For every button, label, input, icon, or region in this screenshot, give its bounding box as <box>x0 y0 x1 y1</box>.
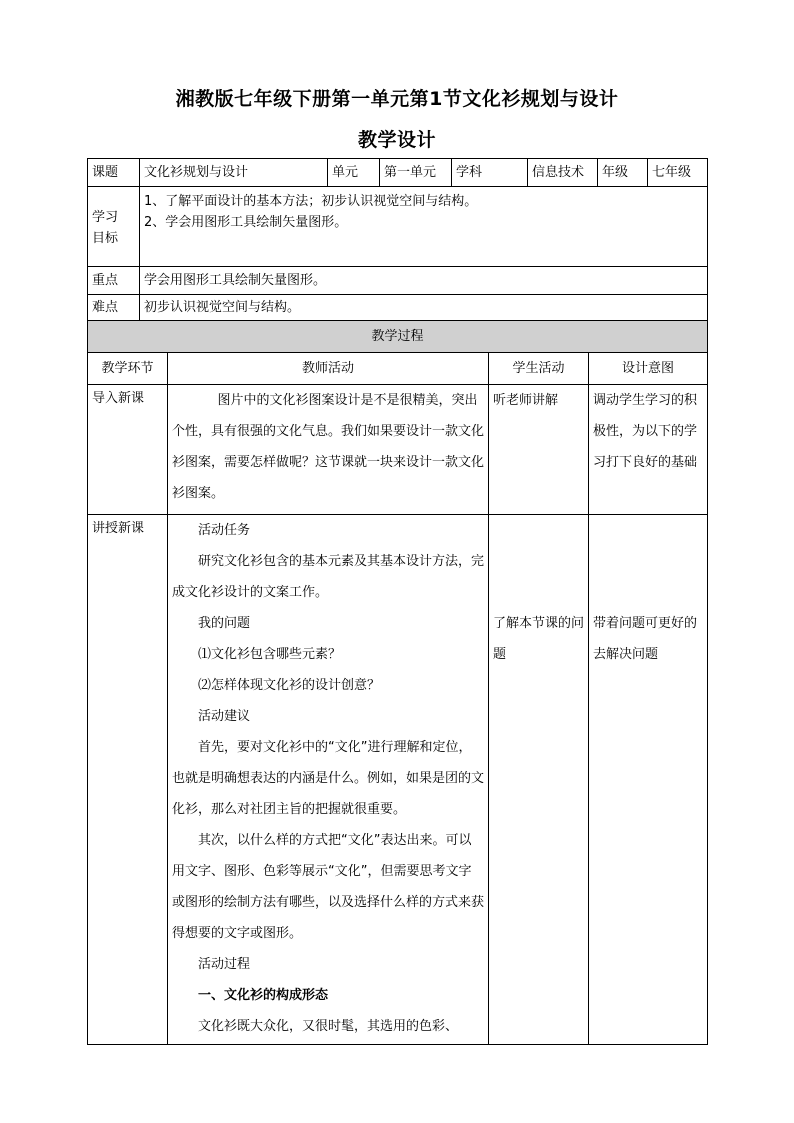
teacher-lecture-suggestion-2: 其次，以什么样的方式把“文化”表达出来。可以用文字、图形、色彩等展示“文化”，但需要思考文字或图形的绘制方法有哪些，以及选择什么样的方式来获得想要的文字或图形。 <box>172 833 485 941</box>
goal-label-line-2: 目标 <box>92 231 119 246</box>
teacher-lecture-section-title: 一、文化衫的构成形态 <box>198 988 329 1003</box>
column-header-stage: 教学环节 <box>88 353 168 385</box>
column-header-student: 学生活动 <box>489 353 589 385</box>
teacher-lecture-suggestion-1: 首先，要对文化衫中的“文化”进行理解和定位，也就是明确想表达的内涵是什么。例如，如果是团的文化衫，那么对社团主旨的把握就很重要。 <box>172 740 485 817</box>
key-label: 重点 <box>88 267 140 295</box>
intent-cell-intro: 调动学生学习的积极性，为以下的学习打下良好的基础 <box>589 385 708 515</box>
teacher-lecture-heading-questions: 我的问题 <box>198 616 251 631</box>
difficulty-value: 初步认识视觉空间与结构。 <box>140 295 708 321</box>
teacher-intro-text: 图片中的文化衫图案设计是不是很精美，突出个性，具有很强的文化气息。我们如果要设计一款文化衫图案，需要怎样做呢？这节课就一块来设计一款文化衫图案。 <box>172 393 485 501</box>
teacher-lecture-heading-suggestions: 活动建议 <box>198 709 251 724</box>
teacher-cell-intro <box>168 385 489 515</box>
teacher-cell-lecture <box>168 515 489 1045</box>
grade-value: 七年级 <box>648 159 708 187</box>
teacher-lecture-question-1: ⑴文化衫包含哪些元素？ <box>198 647 342 662</box>
subject-label: 学科 <box>452 159 528 187</box>
column-header-intent: 设计意图 <box>589 353 708 385</box>
goal-label <box>88 187 140 267</box>
teacher-lecture-section-text: 文化衫既大众化，又很时髦，其选用的色彩、 <box>198 1019 459 1034</box>
topic-value: 文化衫规划与设计 <box>140 159 328 187</box>
process-header: 教学过程 <box>88 321 708 353</box>
intent-cell-lecture: 带着问题可更好的去解决问题 <box>589 515 708 1045</box>
goal-label-line-1: 学习 <box>92 210 119 225</box>
topic-label: 课题 <box>88 159 140 187</box>
stage-cell-intro: 导入新课 <box>88 385 168 515</box>
subject-value: 信息技术 <box>528 159 598 187</box>
document-title: 湘教版七年级下册第一单元第1节文化衫规划与设计 <box>175 88 619 110</box>
grade-label: 年级 <box>598 159 648 187</box>
goal-values <box>140 187 708 267</box>
column-header-teacher: 教师活动 <box>168 353 489 385</box>
goal-item-2: 2、学会用图形工具绘制矢量图形。 <box>144 215 348 230</box>
unit-label: 单元 <box>328 159 380 187</box>
student-cell-lecture: 了解本节课的问题 <box>489 515 589 1045</box>
teacher-lecture-task-text: 研究文化衫包含的基本元素及其基本设计方法，完成文化衫设计的文案工作。 <box>172 554 485 600</box>
difficulty-label: 难点 <box>88 295 140 321</box>
info-table <box>87 158 708 321</box>
process-table <box>87 320 708 1045</box>
goal-item-1: 1、了解平面设计的基本方法；初步认识视觉空间与结构。 <box>144 194 478 209</box>
teacher-lecture-question-2: ⑵怎样体现文化衫的设计创意？ <box>198 678 381 693</box>
document-subtitle: 教学设计 <box>357 129 436 151</box>
stage-cell-lecture: 讲授新课 <box>88 515 168 1045</box>
teacher-lecture-heading-task: 活动任务 <box>198 523 251 538</box>
teacher-lecture-heading-process: 活动过程 <box>198 957 251 972</box>
unit-value: 第一单元 <box>380 159 452 187</box>
student-cell-intro: 听老师讲解 <box>489 385 589 515</box>
key-value: 学会用图形工具绘制矢量图形。 <box>140 267 708 295</box>
